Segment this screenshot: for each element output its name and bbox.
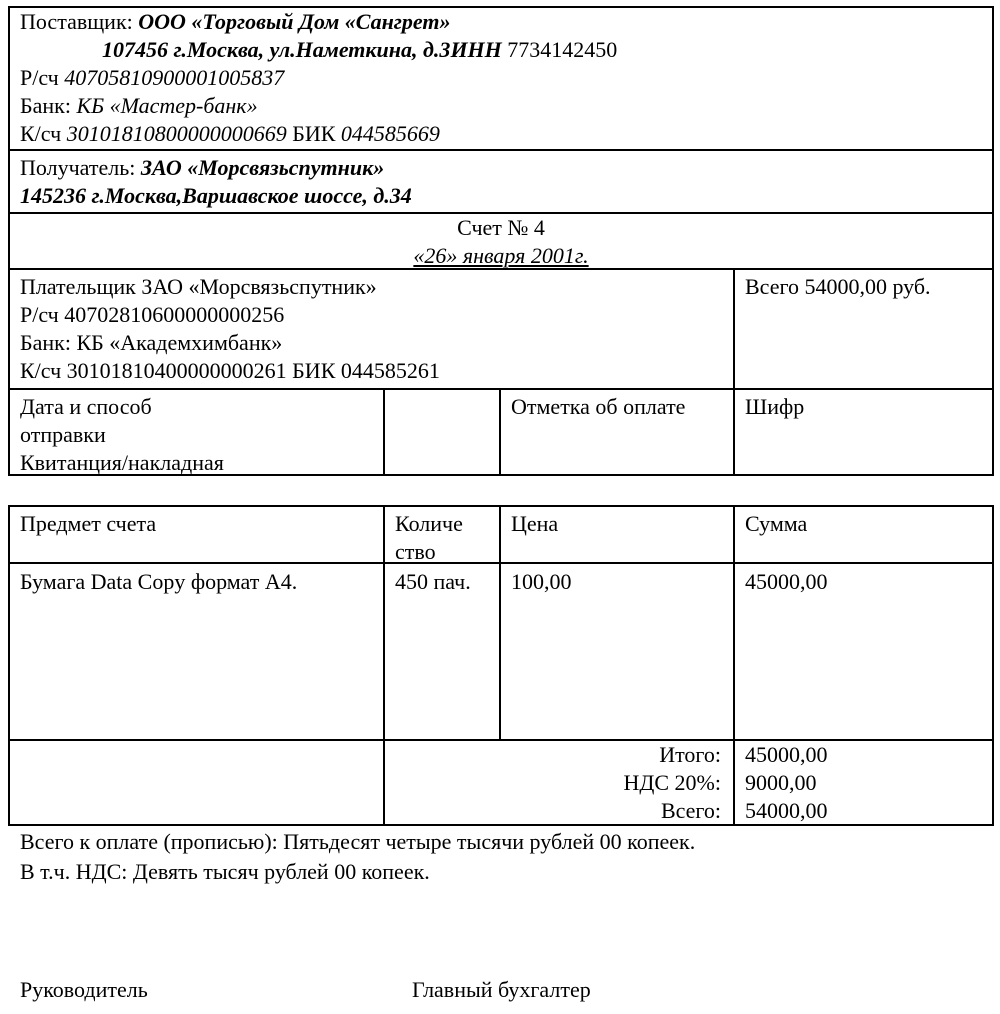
shipping-line-3: Квитанция/накладная	[20, 450, 224, 475]
totals-labels	[499, 741, 721, 825]
vat-in-words: В т.ч. НДС: Девять тысяч рублей 00 копеек.	[20, 859, 430, 884]
supplier-account-line	[20, 64, 617, 92]
payer-line-3: Банк: КБ «Академхимбанк»	[20, 330, 283, 355]
supplier-name-line	[20, 8, 617, 36]
row-sum: 45000,00	[745, 569, 828, 594]
totals-values	[745, 741, 828, 825]
shipping-line-1: Дата и способ	[20, 394, 152, 419]
invoice-title-section	[8, 214, 994, 270]
supplier-address: 107456 г.Москва, ул.Наметкина, д.3	[102, 37, 451, 62]
row-subject: Бумага Data Copy формат А4.	[20, 569, 298, 594]
supplier-bank: КБ «Мастер-банк»	[76, 93, 258, 118]
recipient-name-line	[20, 154, 412, 182]
supplier-inn-label: ИНН	[450, 37, 502, 62]
cipher-label: Шифр	[745, 394, 805, 419]
director-signature-label: Руководитель	[20, 977, 148, 1002]
supplier-corr-line	[20, 120, 617, 148]
divider	[733, 505, 735, 826]
supplier-bik: 044585669	[340, 121, 440, 146]
supplier-address-line	[20, 36, 617, 64]
vat-label: НДС 20%:	[623, 770, 721, 795]
payer-line-2: Р/сч 40702810600000000256	[20, 302, 285, 327]
header-price: Цена	[511, 511, 559, 536]
divider	[383, 505, 385, 826]
payer-total: Всего 54000,00 руб.	[745, 274, 931, 299]
supplier-label: Поставщик:	[20, 9, 133, 34]
amount-in-words: Всего к оплате (прописью): Пятьдесят четыре тысячи рублей 00 копеек.	[20, 829, 696, 854]
divider	[383, 388, 385, 476]
recipient-name: ЗАО «Морсвязьспутник»	[140, 155, 385, 180]
header-qty-1: Количе	[395, 511, 463, 536]
invoice-date: «26» января 2001г.	[413, 243, 589, 268]
divider	[8, 388, 994, 390]
supplier-bik-label: БИК	[292, 121, 336, 146]
divider	[8, 149, 994, 151]
supplier-corr: 30101810800000000669	[66, 121, 287, 146]
total-label: Всего:	[660, 798, 721, 823]
payer-line-1: Плательщик ЗАО «Морсвязьспутник»	[20, 274, 377, 299]
header-qty-2: ство	[395, 539, 436, 564]
header-sum: Сумма	[745, 511, 808, 536]
accountant-signature-label: Главный бухгалтер	[412, 977, 591, 1002]
payer-line-4: К/сч 30101810400000000261 БИК 044585261	[20, 358, 440, 383]
supplier-account: 40705810900001005837	[64, 65, 285, 90]
header-subject: Предмет счета	[20, 511, 157, 536]
divider	[499, 388, 501, 476]
row-qty: 450 пач.	[395, 569, 471, 594]
supplier-corr-label: К/сч	[20, 121, 62, 146]
invoice-title: Счет № 4	[457, 215, 545, 240]
total-value: 54000,00	[745, 798, 828, 823]
payer-section	[20, 273, 440, 385]
vat-value: 9000,00	[745, 770, 817, 795]
divider	[8, 562, 994, 564]
supplier-bank-line	[20, 92, 617, 120]
recipient-label: Получатель:	[20, 155, 136, 180]
supplier-section	[20, 8, 617, 148]
recipient-section	[20, 154, 412, 210]
supplier-inn: 7734142450	[507, 37, 618, 62]
shipping-section	[20, 393, 224, 477]
row-price: 100,00	[511, 569, 572, 594]
payment-mark-label: Отметка об оплате	[511, 394, 686, 419]
subtotal-value: 45000,00	[745, 742, 828, 767]
supplier-bank-label: Банк:	[20, 93, 71, 118]
divider	[499, 505, 501, 739]
supplier-name: ООО «Торговый Дом «Сангрет»	[138, 9, 451, 34]
supplier-account-label: Р/сч	[20, 65, 59, 90]
shipping-line-2: отправки	[20, 422, 106, 447]
invoice-date-wrap	[8, 242, 994, 270]
subtotal-label: Итого:	[659, 742, 721, 767]
divider	[733, 268, 735, 476]
recipient-address: 145236 г.Москва,Варшавское шоссе, д.34	[20, 183, 412, 208]
